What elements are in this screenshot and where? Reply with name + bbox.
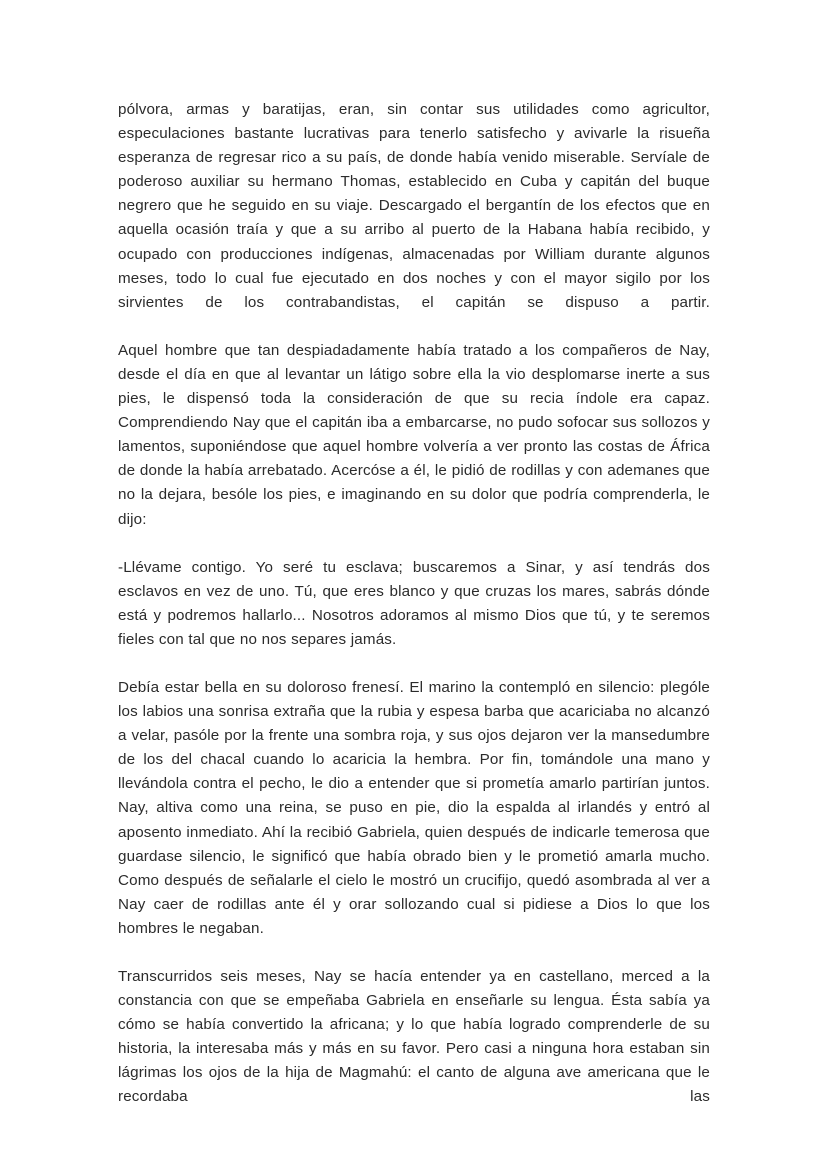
paragraph-4: Debía estar bella en su doloroso frenesí. El marino la contempló en silencio: plególe los labios una sonrisa extraña que la rubia y espesa barba que acariciaba no alcanzó a velar, pasóle por la frente una sombra roja, y sus ojos dejaron ver la mansedumbre de los del chacal cuando lo acaricia la hembra. Por fin, tomándole una mano y llevándola contra el pecho, le dio a entender que si prometía amarlo partirían juntos. Nay, altiva como una reina, se puso en pie, dio la espalda al irlandés y entró al aposento inmediato. Ahí la recibió Gabriela, quien después de indicarle temerosa que guardase silencio, le significó que había obrado bien y le prometió amarla mucho. Como después de señalarle el cielo le mostró un crucifijo, quedó asombrada al ver a Nay caer de rodillas ante él y orar sollozando cual si pidiese a Dios lo que los hombres le negaban. (118, 678, 710, 937)
paragraph-1: pólvora, armas y baratijas, eran, sin contar sus utilidades como agricultor, especulaciones bastante lucrativas para tenerlo satisfecho y avivarle la risueña esperanza de regresar rico a su país, de donde había venido miserable. Servíale de poderoso auxiliar su hermano Thomas, establecido en Cuba y capitán del buque negrero que he seguido en su viaje. Descargado el bergantín de los efectos que en aquella ocasión traía y que a su arribo al puerto de la Habana había recibido, y ocupado con producciones indígenas, almacenadas por William durante algunos meses, todo lo cual fue ejecutado en dos noches y con el mayor sigilo por los sirvientes de los contrabandistas, el capitán se dispuso a partir. (118, 101, 710, 311)
body-text-column (118, 98, 710, 1110)
paragraph-2: Aquel hombre que tan despiadadamente había tratado a los compañeros de Nay, desde el día en que al levantar un látigo sobre ella la vio desplomarse inerte a sus pies, le dispensó toda la consideración de que su recia índole era capaz. Comprendiendo Nay que el capitán iba a embarcarse, no pudo sofocar sus sollozos y lamentos, suponiéndose que aquel hombre volvería a ver pronto las costas de África de donde la había arrebatado. Acercóse a él, le pidió de rodillas y con ademanes que no la dejara, besóle los pies, e imaginando en su dolor que podría comprenderla, le dijo: (118, 341, 710, 528)
paragraph-3: -Llévame contigo. Yo seré tu esclava; buscaremos a Sinar, y así tendrás dos esclavos en vez de uno. Tú, que eres blanco y que cruzas los mares, sabrás dónde está y podremos hallarlo... Nosotros adoramos al mismo Dios que tú, y te seremos fieles con tal que no nos separes jamás. (118, 558, 710, 648)
paragraph-5: Transcurridos seis meses, Nay se hacía entender ya en castellano, merced a la constancia con que se empeñaba Gabriela en enseñarle su lengua. Ésta sabía ya cómo se había convertido la africana; y lo que había logrado comprenderle de su historia, la interesaba más y más en su favor. Pero casi a ninguna hora estaban sin lágrimas los ojos de la hija de Magmahú: el canto de alguna ave americana que le recordaba las (118, 968, 710, 1106)
